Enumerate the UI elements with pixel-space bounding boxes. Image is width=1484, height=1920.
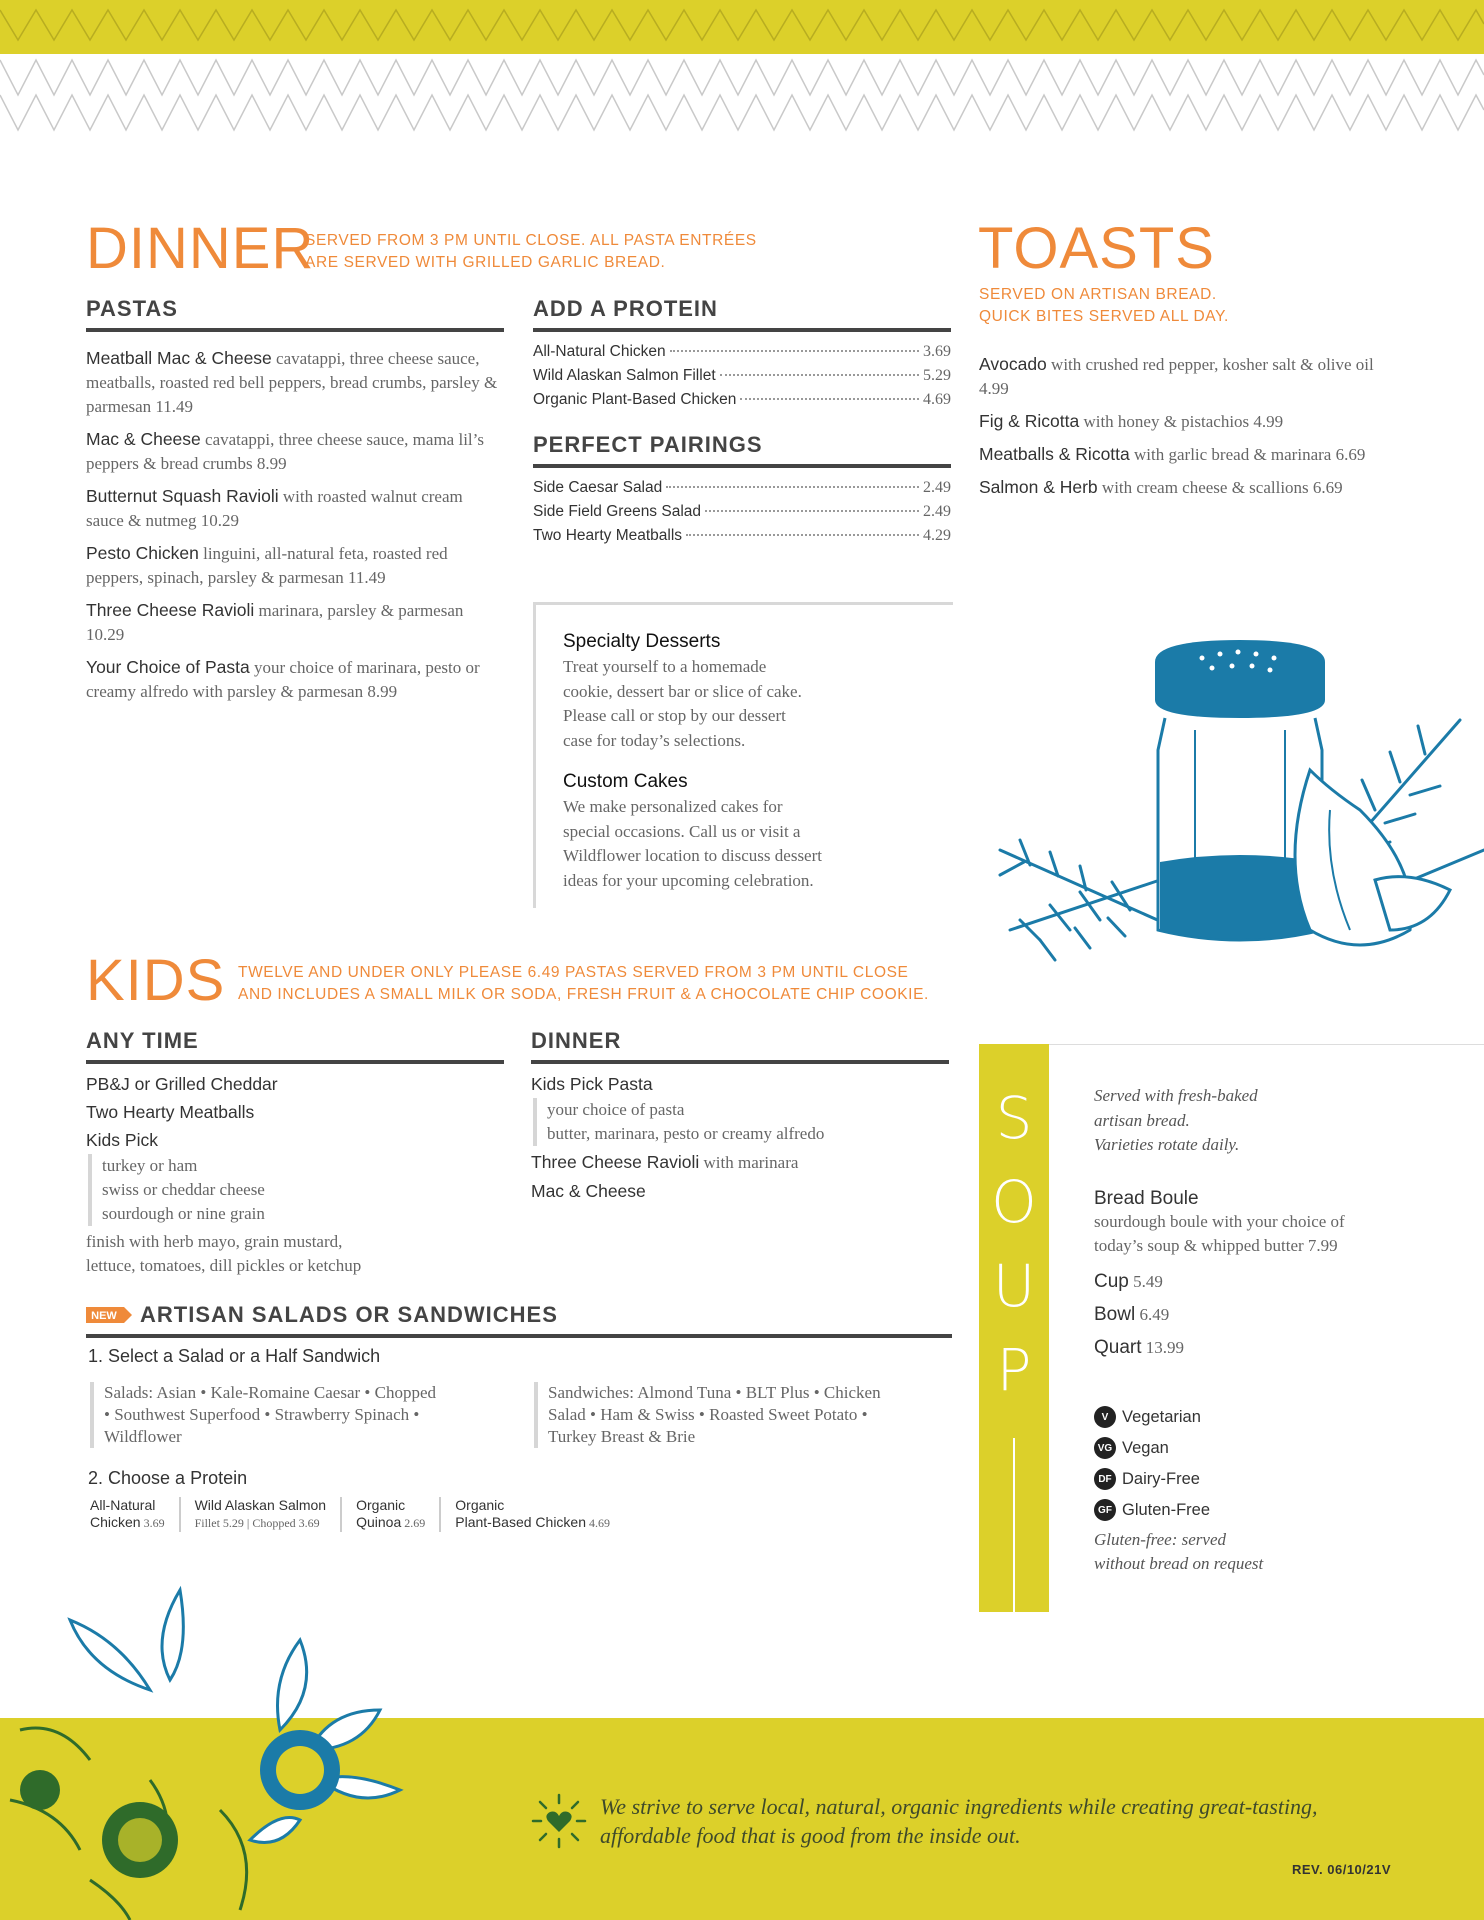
size-price: 5.49 [1128,1271,1163,1291]
item-desc: linguini, all-natural feta, roasted red peppers, spinach, parsley & parmesan 11.49 [86,544,448,587]
price-row [533,476,951,500]
leader-dots [705,510,919,512]
item-name: Your Choice of Pasta [86,657,250,677]
dinner-title: DINNER [86,216,315,281]
protein-list [533,340,951,412]
kids-anytime-section [86,1028,504,1278]
new-badge [86,1304,134,1326]
specialty-desserts-text [563,655,943,753]
item-desc: cavatappi, three cheese sauce, meatballs, roasted red bell peppers, bread crumbs, parsley & parmesan 11.49 [86,349,498,416]
custom-cakes-heading: Custom Cakes [563,771,688,792]
text-line: sourdough boule with your choice of [1094,1211,1345,1231]
kids-pick-options [88,1154,504,1226]
bread-boule-desc [1094,1210,1454,1259]
item-desc: with garlic bread & marinara 6.69 [1129,445,1366,464]
pastas-section [86,296,504,712]
tagline-line: We strive to serve local, natural, organic ingredients while creating great-tasting, [600,1794,1318,1819]
diet-label: Gluten-Free [1122,1500,1211,1519]
toasts-subtitle [979,284,1229,328]
pasta-options [533,1098,949,1146]
text-line: Varieties rotate daily. [1094,1135,1240,1154]
item-price: 4.29 [923,527,951,544]
size-name: Bowl [1094,1303,1136,1325]
soup-vertical-panel [979,1044,1049,1612]
artisan-heading: ARTISAN SALADS OR SANDWICHES [140,1302,558,1327]
vegetarian-icon: V [1094,1406,1116,1428]
size-name: Quart [1094,1336,1142,1358]
option-line: turkey or ham [102,1156,198,1175]
soup-intro [1094,1084,1454,1158]
pairings-section [533,432,951,548]
protein-name: Organic [356,1497,406,1513]
flower-illustration [0,1580,470,1920]
new-badge-label: NEW [91,1310,117,1322]
artisan-heading-row [86,1302,952,1338]
kids-pick-finish [86,1230,504,1278]
toasts-subtitle-line: SERVED ON ARTISAN BREAD. [979,286,1217,303]
item-price: 2.49 [923,479,951,496]
soup-letter: S [995,1084,1033,1152]
text-line: Gluten-free: served [1094,1529,1227,1549]
menu-item [979,475,1399,500]
text-line: Please call or stop by our dessert [563,706,786,725]
protein-name: Organic [455,1497,505,1513]
item-name: All-Natural Chicken [533,343,666,360]
diet-dairy-free [1094,1464,1454,1495]
desserts-box [533,602,953,908]
add-protein-section [533,296,951,412]
salads-list [90,1382,510,1448]
protein-name: Quinoa [356,1514,402,1530]
kids-subtitle-line: AND INCLUDES A SMALL MILK OR SODA, FRESH FRUIT & A CHOCOLATE CHIP COOKIE. [238,986,929,1003]
protein-price: 2.69 [401,1516,426,1530]
text-line: without bread on request [1094,1554,1264,1573]
kids-title: KIDS [86,948,226,1013]
soup-content [1094,1084,1454,1577]
text-line: We make personalized cakes for [563,797,783,816]
size-price: 13.99 [1141,1337,1185,1357]
specialty-desserts-heading: Specialty Desserts [563,631,721,652]
price-row [533,500,951,524]
diet-label: Vegan [1122,1438,1169,1457]
anytime-heading: ANY TIME [86,1028,504,1064]
kids-dinner-list [531,1070,949,1205]
menu-item: Two Hearty Meatballs [86,1102,255,1122]
protein-price: 3.69 [140,1516,165,1530]
text-line: Wildflower location to discuss dessert [563,846,822,865]
menu-item [979,442,1399,467]
gluten-free-note [1094,1528,1454,1577]
item-price: 4.69 [923,391,951,408]
text-line: Salads: Asian • Kale-Romaine Caesar • Chopped [104,1383,436,1402]
item-price: 2.49 [923,503,951,520]
soup-letter: U [992,1252,1036,1320]
artisan-step2: 2. Choose a Protein [88,1468,248,1488]
protein-option [90,1497,179,1532]
soup-letter: P [996,1336,1032,1404]
item-name: Avocado [979,354,1047,374]
menu-item [86,598,504,647]
soup-sizes [1094,1265,1454,1364]
text-line: ideas for your upcoming celebration. [563,870,814,890]
dairy-free-icon: DF [1094,1468,1116,1490]
menu-item: Kids Pick [86,1130,158,1150]
artisan-protein-options [90,1497,624,1532]
item-price: 5.29 [923,367,951,384]
revision-label: REV. 06/10/21V [1292,1862,1392,1877]
item-desc: with honey & pistachios 4.99 [1079,412,1284,431]
item-name: Wild Alaskan Salmon Fillet [533,367,716,384]
text-line: special occasions. Call us or visit a [563,821,801,841]
heart-sun-icon [530,1792,588,1850]
text-line: today’s soup & whipped butter 7.99 [1094,1236,1338,1255]
price-row [533,364,951,388]
text-line: Sandwiches: Almond Tuna • BLT Plus • Chicken [548,1383,881,1402]
pairings-list [533,476,951,548]
item-name: Three Cheese Ravioli [531,1152,700,1172]
item-desc: with crushed red pepper, kosher salt & olive oil 4.99 [979,355,1374,398]
kids-subtitle [238,962,929,1006]
mission-tagline [600,1792,1420,1850]
text-line: Served with fresh-baked [1094,1086,1258,1105]
diet-vegan [1094,1433,1454,1464]
tagline-line: affordable food that is good from the inside out. [600,1823,1021,1848]
item-desc: cavatappi, three cheese sauce, mama lil’s peppers & bread crumbs 8.99 [86,430,484,473]
diet-label: Dairy-Free [1122,1469,1200,1488]
gluten-free-icon: GF [1094,1499,1116,1521]
item-desc: with roasted walnut cream sauce & nutmeg 10.29 [86,487,463,530]
menu-item: Kids Pick Pasta [531,1074,653,1094]
soup-size-row [1094,1331,1454,1364]
item-desc: with cream cheese & scallions 6.69 [1097,478,1343,497]
menu-item: Mac & Cheese [531,1181,646,1201]
option-line: sourdough or nine grain [102,1204,265,1223]
price-row [533,340,951,364]
soup-letter: O [991,1168,1037,1236]
item-name: Organic Plant-Based Chicken [533,391,737,408]
text-line: • Southwest Superfood • Strawberry Spinach • [104,1405,420,1424]
text-line: Wildflower [104,1427,182,1446]
soup-panel-line [1013,1438,1015,1612]
dinner-subtitle [305,230,757,274]
artisan-step1: 1. Select a Salad or a Half Sandwich [88,1346,381,1366]
protein-option [179,1497,341,1532]
protein-option [439,1497,624,1532]
diet-gluten-free [1094,1495,1454,1526]
item-desc: marinara, parsley & parmesan 10.29 [86,601,464,644]
vegan-icon: VG [1094,1437,1116,1459]
menu-item [86,427,504,476]
item-name: Side Caesar Salad [533,479,663,496]
option-line: your choice of pasta [547,1100,685,1119]
text-line: cookie, dessert bar or slice of cake. [563,681,802,701]
text-line: finish with herb mayo, grain mustard, [86,1232,343,1251]
salt-shaker-garlic-illustration [980,630,1484,990]
protein-name: All-Natural [90,1497,156,1513]
item-name: Side Field Greens Salad [533,503,702,520]
diet-vegetarian [1094,1402,1454,1433]
item-name: Butternut Squash Ravioli [86,486,279,506]
item-name: Three Cheese Ravioli [86,600,255,620]
item-desc: with marinara [699,1153,799,1172]
option-line: butter, marinara, pesto or creamy alfredo [547,1124,825,1143]
kids-dinner-section [531,1028,949,1205]
item-name: Fig & Ricotta [979,411,1080,431]
size-price: 6.49 [1135,1304,1170,1324]
text-line: case for today’s selections. [563,730,746,750]
price-row [533,524,951,548]
menu-item [979,352,1399,401]
pairings-heading: PERFECT PAIRINGS [533,432,951,468]
text-line: Treat yourself to a homemade [563,657,767,676]
text-line: lettuce, tomatoes, dill pickles or ketchup [86,1256,362,1275]
item-name: Meatballs & Ricotta [979,444,1130,464]
leader-dots [670,350,919,352]
diet-label: Vegetarian [1122,1407,1201,1426]
protein-price: Fillet 5.29 | Chopped 3.69 [194,1516,320,1530]
menu-item [86,484,504,533]
add-protein-heading: ADD A PROTEIN [533,296,951,332]
dinner-subtitle-line: SERVED FROM 3 PM UNTIL CLOSE. ALL PASTA ENTRÉES [305,232,757,249]
text-line: Turkey Breast & Brie [548,1427,696,1446]
price-row [533,388,951,412]
sandwiches-list [534,1382,954,1448]
dinner-subtitle-line: ARE SERVED WITH GRILLED GARLIC BREAD. [305,254,666,271]
leader-dots [686,534,919,536]
dietary-legend [1094,1402,1454,1526]
size-name: Cup [1094,1270,1129,1292]
menu-item [86,541,504,590]
anytime-list [86,1070,504,1278]
item-name: Meatball Mac & Cheese [86,348,272,368]
toasts-list [979,352,1399,508]
soup-divider [1049,1044,1484,1045]
leader-dots [666,486,919,488]
leader-dots [720,374,919,376]
zigzag-pattern [0,0,1484,140]
menu-item: PB&J or Grilled Cheddar [86,1074,278,1094]
toasts-title: TOASTS [978,216,1215,281]
soup-size-row [1094,1298,1454,1331]
pastas-heading: PASTAS [86,296,504,332]
protein-name: Plant-Based Chicken [455,1514,587,1530]
protein-price: 4.69 [586,1516,611,1530]
item-name: Pesto Chicken [86,543,199,563]
item-price: 3.69 [923,343,951,360]
menu-item [979,409,1399,434]
bread-boule-name: Bread Boule [1094,1187,1199,1209]
text-line: artisan bread. [1094,1110,1190,1130]
protein-name: Wild Alaskan Salmon [194,1497,327,1513]
leader-dots [740,398,919,400]
desserts-content [563,631,943,893]
item-desc: your choice of marinara, pesto or creamy alfredo with parsley & parmesan 8.99 [86,658,480,701]
menu-item [86,655,504,704]
protein-option [340,1497,439,1532]
menu-item [86,346,504,419]
kids-dinner-heading: DINNER [531,1028,949,1064]
protein-name: Chicken [90,1514,141,1530]
item-name: Salmon & Herb [979,477,1098,497]
toasts-subtitle-line: QUICK BITES SERVED ALL DAY. [979,308,1229,325]
custom-cakes-text [563,795,943,893]
item-name: Mac & Cheese [86,429,201,449]
soup-size-row [1094,1265,1454,1298]
text-line: Salad • Ham & Swiss • Roasted Sweet Potato • [548,1405,868,1424]
item-name: Two Hearty Meatballs [533,527,683,544]
option-line: swiss or cheddar cheese [102,1180,265,1199]
pastas-list [86,346,504,704]
menu-item [531,1148,949,1177]
kids-subtitle-line: TWELVE AND UNDER ONLY PLEASE 6.49 PASTAS SERVED FROM 3 PM UNTIL CLOSE [238,964,909,981]
